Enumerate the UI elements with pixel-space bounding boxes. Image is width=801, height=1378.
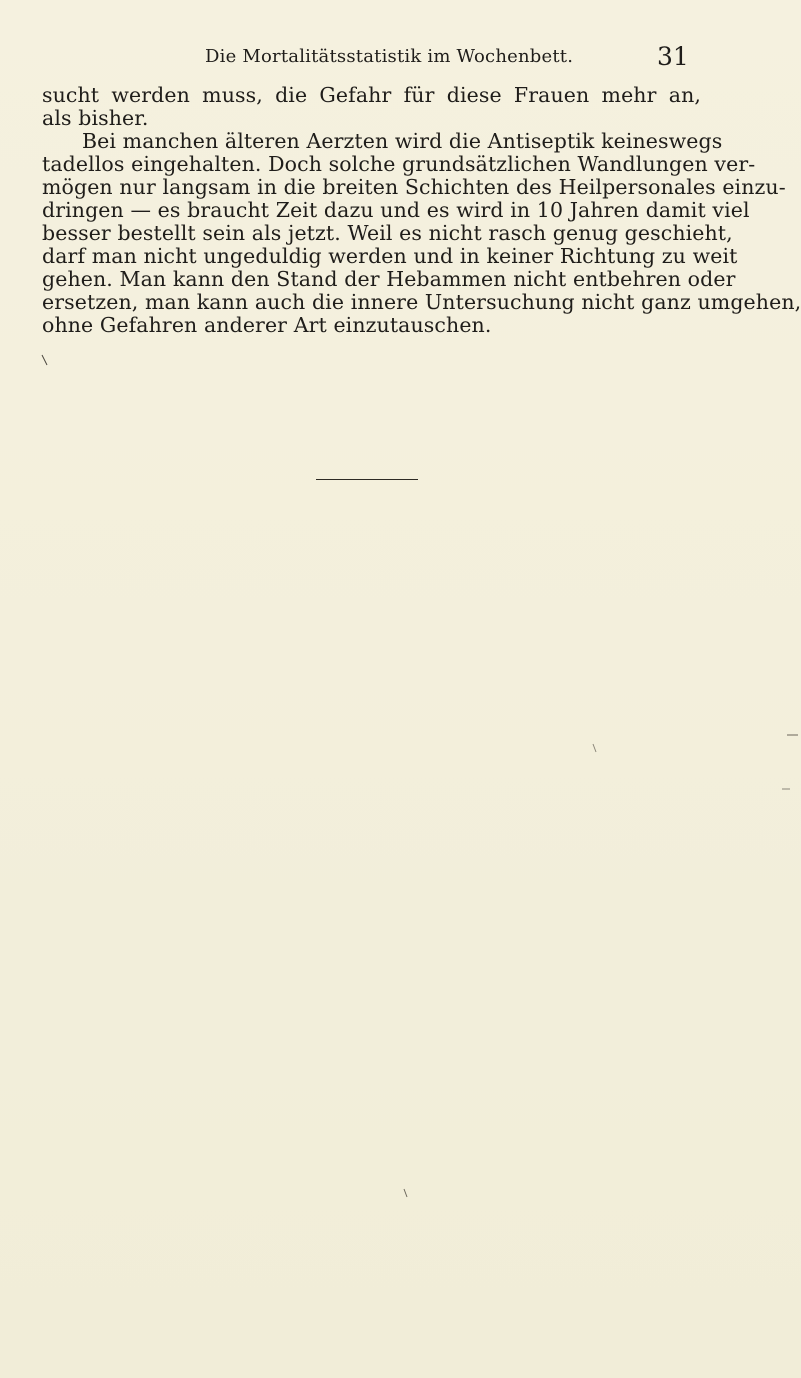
text-line-10: ersetzen, man kann auch die innere Untersuchung nicht ganz umgehen, [42, 290, 801, 314]
text-line-7: besser bestellt sein als jetzt. Weil es nicht rasch genug geschieht, [42, 221, 733, 245]
text-line-6: dringen — es braucht Zeit dazu und es wird in 10 Jahren damit viel [42, 198, 750, 222]
text-line-4: tadellos eingehalten. Doch solche grundsätzlichen Wandlungen ver- [42, 152, 756, 176]
paper-mark-5 [404, 1189, 407, 1197]
text-line-8: darf man nicht ungeduldig werden und in keiner Richtung zu weit [42, 244, 738, 268]
text-line-5: mögen nur langsam in die breiten Schichten des Heilpersonales einzu- [42, 175, 786, 199]
text-line-9: gehen. Man kann den Stand der Hebammen nicht entbehren oder [42, 267, 736, 291]
text-line-11: ohne Gefahren anderer Art einzutauschen. [42, 313, 492, 337]
text-line-1: sucht werden muss, die Gefahr für diese Frauen mehr an, [42, 83, 701, 107]
page-number: 31 [657, 42, 689, 71]
text-line-2: als bisher. [42, 106, 149, 130]
paper-mark-1 [42, 355, 47, 365]
text-line-3: Bei manchen älteren Aerzten wird die Antiseptik keineswegs [82, 129, 723, 153]
paper-mark-4 [593, 744, 596, 752]
running-head: Die Mortalitätsstatistik im Wochenbett. [205, 46, 574, 67]
